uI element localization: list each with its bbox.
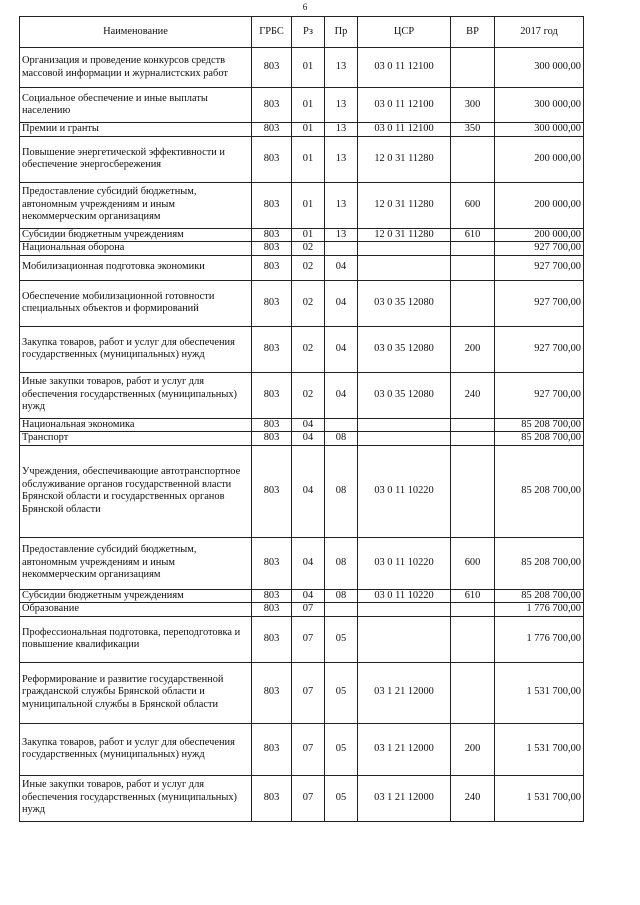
header-csr: ЦСР <box>358 17 451 48</box>
cell-name: Субсидии бюджетным учреждениям <box>20 228 252 242</box>
cell-sum: 927 700,00 <box>495 242 584 256</box>
cell-vr <box>451 242 495 256</box>
cell-pr: 04 <box>325 372 358 418</box>
cell-grbs: 803 <box>252 88 292 123</box>
cell-vr <box>451 280 495 326</box>
cell-sum: 200 000,00 <box>495 136 584 182</box>
cell-pr: 13 <box>325 88 358 123</box>
cell-name: Национальная экономика <box>20 418 252 432</box>
cell-vr: 240 <box>451 775 495 821</box>
cell-vr: 350 <box>451 123 495 137</box>
cell-csr: 12 0 31 11280 <box>358 136 451 182</box>
cell-pr: 13 <box>325 182 358 228</box>
cell-pr: 05 <box>325 616 358 662</box>
table-row <box>20 280 584 326</box>
cell-pr: 05 <box>325 723 358 775</box>
cell-csr: 03 0 35 12080 <box>358 280 451 326</box>
table-header-row <box>20 17 584 48</box>
cell-pr <box>325 418 358 432</box>
cell-grbs: 803 <box>252 123 292 137</box>
cell-vr: 610 <box>451 589 495 603</box>
budget-table <box>19 16 584 822</box>
table-row <box>20 603 584 617</box>
cell-rz: 02 <box>292 242 325 256</box>
cell-sum: 85 208 700,00 <box>495 589 584 603</box>
cell-grbs: 803 <box>252 255 292 280</box>
cell-rz: 01 <box>292 136 325 182</box>
cell-rz: 02 <box>292 372 325 418</box>
cell-pr: 13 <box>325 123 358 137</box>
cell-rz: 02 <box>292 280 325 326</box>
cell-rz: 04 <box>292 432 325 446</box>
cell-pr: 05 <box>325 775 358 821</box>
cell-sum: 85 208 700,00 <box>495 418 584 432</box>
cell-sum: 927 700,00 <box>495 255 584 280</box>
cell-name: Предоставление субсидий бюджетным, автономным учреждениям и иным некоммерческим организациям <box>20 537 252 589</box>
cell-pr: 08 <box>325 432 358 446</box>
cell-grbs: 803 <box>252 228 292 242</box>
table-row <box>20 228 584 242</box>
cell-name: Социальное обеспечение и иные выплаты населению <box>20 88 252 123</box>
cell-vr: 300 <box>451 88 495 123</box>
cell-pr: 08 <box>325 589 358 603</box>
cell-vr <box>451 432 495 446</box>
cell-csr: 12 0 31 11280 <box>358 182 451 228</box>
cell-name: Иные закупки товаров, работ и услуг для обеспечения государственных (муниципальных) нужд <box>20 372 252 418</box>
cell-csr: 03 0 11 12100 <box>358 88 451 123</box>
cell-sum: 300 000,00 <box>495 48 584 88</box>
cell-rz: 01 <box>292 48 325 88</box>
header-sum: 2017 год <box>495 17 584 48</box>
cell-sum: 927 700,00 <box>495 326 584 372</box>
cell-pr <box>325 603 358 617</box>
cell-csr: 03 0 11 10220 <box>358 589 451 603</box>
table-row <box>20 88 584 123</box>
cell-name: Предоставление субсидий бюджетным, автономным учреждениям и иным некоммерческим организациям <box>20 182 252 228</box>
table-row <box>20 445 584 537</box>
cell-grbs: 803 <box>252 242 292 256</box>
header-grbs: ГРБС <box>252 17 292 48</box>
cell-grbs: 803 <box>252 432 292 446</box>
table-row <box>20 326 584 372</box>
cell-vr: 600 <box>451 182 495 228</box>
cell-name: Обеспечение мобилизационной готовности специальных объектов и формирований <box>20 280 252 326</box>
cell-name: Организация и проведение конкурсов средств массовой информации и журналистских работ <box>20 48 252 88</box>
header-vr: ВР <box>451 17 495 48</box>
cell-pr: 13 <box>325 48 358 88</box>
cell-rz: 01 <box>292 88 325 123</box>
cell-vr <box>451 445 495 537</box>
cell-rz: 01 <box>292 182 325 228</box>
cell-csr: 03 0 35 12080 <box>358 326 451 372</box>
cell-sum: 85 208 700,00 <box>495 432 584 446</box>
table-row <box>20 432 584 446</box>
cell-sum: 1 531 700,00 <box>495 775 584 821</box>
cell-pr: 04 <box>325 280 358 326</box>
cell-grbs: 803 <box>252 280 292 326</box>
cell-name: Субсидии бюджетным учреждениям <box>20 589 252 603</box>
header-rz: Рз <box>292 17 325 48</box>
cell-rz: 04 <box>292 537 325 589</box>
table-row <box>20 616 584 662</box>
cell-rz: 07 <box>292 662 325 723</box>
cell-csr: 03 1 21 12000 <box>358 775 451 821</box>
cell-sum: 1 531 700,00 <box>495 662 584 723</box>
cell-pr: 13 <box>325 228 358 242</box>
cell-grbs: 803 <box>252 537 292 589</box>
table-row <box>20 372 584 418</box>
table-row <box>20 775 584 821</box>
cell-rz: 04 <box>292 589 325 603</box>
cell-vr <box>451 48 495 88</box>
cell-vr: 200 <box>451 326 495 372</box>
cell-csr <box>358 603 451 617</box>
cell-sum: 300 000,00 <box>495 88 584 123</box>
cell-name: Реформирование и развитие государственной гражданской службы Брянской области и муниципальной службы в Брянской области <box>20 662 252 723</box>
table-row <box>20 136 584 182</box>
table-row <box>20 537 584 589</box>
cell-name: Учреждения, обеспечивающие автотранспортное обслуживание органов государственной власти Брянской области и государственных органов Брянской области <box>20 445 252 537</box>
cell-grbs: 803 <box>252 603 292 617</box>
table-row <box>20 662 584 723</box>
cell-rz: 07 <box>292 616 325 662</box>
cell-name: Закупка товаров, работ и услуг для обеспечения государственных (муниципальных) нужд <box>20 326 252 372</box>
cell-name: Мобилизационная подготовка экономики <box>20 255 252 280</box>
cell-vr <box>451 616 495 662</box>
header-name: Наименование <box>20 17 252 48</box>
cell-pr: 08 <box>325 537 358 589</box>
cell-sum: 200 000,00 <box>495 182 584 228</box>
cell-name: Повышение энергетической эффективности и обеспечение энергосбережения <box>20 136 252 182</box>
cell-rz: 07 <box>292 603 325 617</box>
cell-pr: 05 <box>325 662 358 723</box>
cell-vr <box>451 603 495 617</box>
cell-sum: 927 700,00 <box>495 280 584 326</box>
table-row <box>20 418 584 432</box>
cell-sum: 927 700,00 <box>495 372 584 418</box>
cell-csr: 03 0 11 10220 <box>358 445 451 537</box>
cell-csr: 12 0 31 11280 <box>358 228 451 242</box>
cell-vr: 200 <box>451 723 495 775</box>
cell-csr <box>358 418 451 432</box>
table-body <box>20 48 584 822</box>
table-row <box>20 589 584 603</box>
cell-grbs: 803 <box>252 662 292 723</box>
cell-name: Национальная оборона <box>20 242 252 256</box>
page-number: 6 <box>302 2 308 12</box>
cell-grbs: 803 <box>252 326 292 372</box>
cell-name: Иные закупки товаров, работ и услуг для обеспечения государственных (муниципальных) нужд <box>20 775 252 821</box>
cell-vr: 600 <box>451 537 495 589</box>
cell-grbs: 803 <box>252 182 292 228</box>
cell-name: Премии и гранты <box>20 123 252 137</box>
cell-rz: 02 <box>292 326 325 372</box>
cell-sum: 300 000,00 <box>495 123 584 137</box>
cell-vr: 610 <box>451 228 495 242</box>
cell-grbs: 803 <box>252 589 292 603</box>
cell-grbs: 803 <box>252 48 292 88</box>
cell-vr <box>451 662 495 723</box>
cell-sum: 85 208 700,00 <box>495 445 584 537</box>
table-row <box>20 182 584 228</box>
cell-csr: 03 0 11 10220 <box>358 537 451 589</box>
cell-rz: 02 <box>292 255 325 280</box>
table-row <box>20 255 584 280</box>
cell-csr <box>358 432 451 446</box>
cell-csr <box>358 242 451 256</box>
cell-pr <box>325 242 358 256</box>
cell-sum: 1 531 700,00 <box>495 723 584 775</box>
cell-sum: 200 000,00 <box>495 228 584 242</box>
cell-rz: 04 <box>292 445 325 537</box>
cell-name: Транспорт <box>20 432 252 446</box>
cell-csr <box>358 255 451 280</box>
cell-sum: 85 208 700,00 <box>495 537 584 589</box>
table-row <box>20 723 584 775</box>
cell-csr <box>358 616 451 662</box>
cell-pr: 04 <box>325 255 358 280</box>
cell-grbs: 803 <box>252 136 292 182</box>
cell-vr: 240 <box>451 372 495 418</box>
cell-csr: 03 0 35 12080 <box>358 372 451 418</box>
cell-grbs: 803 <box>252 418 292 432</box>
cell-grbs: 803 <box>252 445 292 537</box>
header-pr: Пр <box>325 17 358 48</box>
cell-csr: 03 0 11 12100 <box>358 123 451 137</box>
cell-csr: 03 1 21 12000 <box>358 662 451 723</box>
cell-csr: 03 1 21 12000 <box>358 723 451 775</box>
cell-rz: 04 <box>292 418 325 432</box>
table-row <box>20 48 584 88</box>
cell-vr <box>451 136 495 182</box>
cell-name: Образование <box>20 603 252 617</box>
cell-rz: 07 <box>292 723 325 775</box>
table-row <box>20 242 584 256</box>
cell-vr <box>451 255 495 280</box>
table-row <box>20 123 584 137</box>
cell-sum: 1 776 700,00 <box>495 616 584 662</box>
cell-sum: 1 776 700,00 <box>495 603 584 617</box>
cell-pr: 08 <box>325 445 358 537</box>
cell-rz: 01 <box>292 228 325 242</box>
cell-vr <box>451 418 495 432</box>
cell-pr: 13 <box>325 136 358 182</box>
cell-pr: 04 <box>325 326 358 372</box>
cell-csr: 03 0 11 12100 <box>358 48 451 88</box>
cell-rz: 07 <box>292 775 325 821</box>
cell-name: Профессиональная подготовка, переподготовка и повышение квалификации <box>20 616 252 662</box>
cell-name: Закупка товаров, работ и услуг для обеспечения государственных (муниципальных) нужд <box>20 723 252 775</box>
cell-grbs: 803 <box>252 616 292 662</box>
cell-grbs: 803 <box>252 372 292 418</box>
cell-grbs: 803 <box>252 723 292 775</box>
cell-rz: 01 <box>292 123 325 137</box>
cell-grbs: 803 <box>252 775 292 821</box>
